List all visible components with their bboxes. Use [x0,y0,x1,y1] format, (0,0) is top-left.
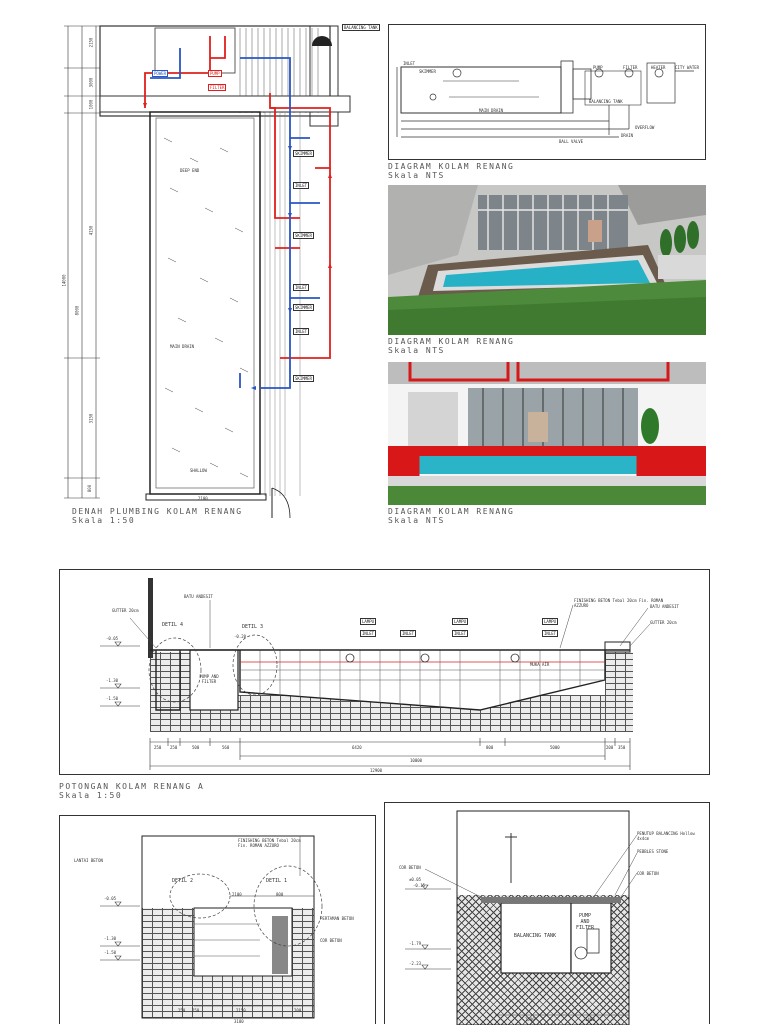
detail-3-label: DETIL 3 [242,624,264,630]
schematic-skimmer: SKIMMER [419,69,436,74]
schematic-filter: FILTER [623,65,638,70]
schematic-balancing: BALANCING TANK [589,99,623,104]
schematic-pump: PUMP [593,65,603,70]
pool-render-1 [388,185,706,335]
detail-right-tag-1: PENUTUP BALANCING Hollow 4x4cm [637,831,695,841]
level-1: -0.05 [106,636,119,641]
schematic-ball-valve: BALL VALVE [559,139,584,144]
level-3: -1.30 [106,678,119,683]
detail-right-frame [384,802,710,1024]
shallow-label: SHALLOW [190,468,207,473]
dim-left-2: 3000 [88,77,94,88]
section-lampu-3: LAMPU [544,619,557,624]
dim-left-5: 8000 [74,305,80,316]
skimmer-tag-3: SKIMMER [295,305,312,310]
main-drain-label: MAIN DRAIN [170,344,195,349]
detail-left-dim-top1: 2100 [232,892,242,897]
section-caption-scale: Skala 1:50 [59,791,123,800]
dim-left-4: 4150 [88,225,94,236]
sec-dim-5: 6420 [352,745,362,750]
inlet-tag-3: INLET [295,329,308,334]
detail-4-label: DETIL 4 [162,622,184,628]
section-inlet-2: INLET [402,631,415,636]
sec-dim-9: 350 [618,745,626,750]
detail-left-dim-top2: 800 [276,892,284,897]
deep-end-label: DEEP END [180,168,200,173]
balancing-tank-label: BALANCING TANK [513,933,557,939]
inlet-tag-1: INLET [295,183,308,188]
skimmer-tag-1: SKIMMER [295,151,312,156]
plan-drawing [60,18,378,528]
detail-left-tag-2: COR BETON [320,938,342,943]
level-2: -0.20 [234,634,247,639]
sec-dim-3: 500 [192,745,200,750]
batu-left-label: BATU ANDESIT [184,594,213,599]
section-inlet-1: INLET [362,631,375,636]
detail-left-frame [59,815,376,1024]
detail-left-level-3: -1.50 [104,950,117,955]
power-tag: POWER [154,71,167,76]
section-inlet-3: INLET [454,631,467,636]
detail-right-left-tag: COR BETON [399,865,421,870]
detail-right-level-3: -1.79 [409,941,422,946]
detail-right-tag-3: COR BETON [637,871,659,876]
schematic-main-drain: MAIN DRAIN [479,108,504,113]
render1-caption-scale: Skala NTS [388,346,445,355]
detail-left-dim-4: 200 [294,1008,302,1013]
detail-left-dim-total: 3180 [234,1019,244,1024]
balancing-tank-tag: BALANCING TANK [344,25,378,30]
schematic-heater: HEATER [651,65,666,70]
finish-label: FINISHING BETON Tebal 20cm Fin. ROMAN AZZURO [574,598,664,608]
section-frame [59,569,710,775]
plan-caption-scale: Skala 1:50 [72,516,136,525]
plan-svg [60,18,370,528]
sec-dim-1: 250 [154,745,162,750]
skimmer-tag-2: SKIMMER [295,233,312,238]
render1-svg [388,185,706,335]
dim-left-6: 14000 [61,274,67,287]
pump-filter-label: PUMP AND FILTER [199,674,219,684]
sec-dim-6: 800 [486,745,494,750]
skimmer-tag-4: SKIMMER [295,376,312,381]
detail-right-level-2: -0.15 [413,883,426,888]
pool-floor-texture [164,138,248,477]
detail-right-dim-2: 1400 [585,1017,595,1022]
dim-left-1: 2150 [88,37,94,48]
section-caption-title: POTONGAN KOLAM RENANG A [59,782,205,791]
gutter-left-label: GUTTER 20cm [112,608,139,613]
render2-svg [388,362,706,505]
schematic-overflow: OVERFLOW [635,125,655,130]
sec-dim-total2: 12900 [370,768,383,773]
render1-caption-title: DIAGRAM KOLAM RENANG [388,337,515,346]
section-inlet-4: INLET [544,631,557,636]
detail-left-dim-2: 250 [192,1008,200,1013]
detail-left-level-2: -1.30 [104,936,117,941]
inlet-tag-2: INLET [295,285,308,290]
detail-left-dim-1: 250 [178,1008,186,1013]
level-4: -1.50 [106,696,119,701]
detail-right-pump-label: PUMP AND FILTER [575,913,595,931]
detail-left-dim-3: 2150 [236,1008,246,1013]
sec-dim-7: 5000 [550,745,560,750]
render2-caption-title: DIAGRAM KOLAM RENANG [388,507,515,516]
water-level-tag: MUKA AIR [530,662,550,667]
batu-right-label: BATU ANDESIT [650,604,679,609]
detail-right-dim-1: 1500 [525,1017,535,1022]
schematic-inlet: INLET [403,61,416,66]
schematic-city-water: CITY WATER [675,65,700,70]
detail-1-label: DETIL 1 [266,878,288,884]
detail-right-level-4: -2.23 [409,961,422,966]
detail-left-level-1: -0.05 [104,896,117,901]
dim-left-8: 800 [87,484,93,493]
pool-schematic-frame [388,24,706,160]
sec-dim-total1: 10000 [410,758,423,763]
sec-dim-8: 200 [606,745,614,750]
gutter-right-label: GUTTER 20cm [650,620,677,625]
diagram1-caption-scale: Skala NTS [388,171,445,180]
pump-tag: PUMP [210,71,220,76]
pool-schematic-svg [389,25,705,159]
diagram1-caption-title: DIAGRAM KOLAM RENANG [388,162,515,171]
render2-caption-scale: Skala NTS [388,516,445,525]
sec-dim-4: 560 [222,745,230,750]
detail-right-tag-2: PEBBLES STONE [637,849,669,854]
dim-left-3: 1000 [88,99,94,110]
section-lampu-2: LAMPU [454,619,467,624]
dim-left-7: 3150 [88,413,94,424]
detail-left-tag-1: PERTAMAN BETON [320,916,354,921]
detail-left-lantai: LANTAI BETON [74,858,103,863]
sec-dim-2: 250 [170,745,178,750]
schematic-drain: DRAIN [621,133,634,138]
dim-bottom: 2100 [198,496,208,501]
pool-render-2 [388,362,706,505]
plan-caption-title: DENAH PLUMBING KOLAM RENANG [72,507,243,516]
detail-left-finish: FINISHING BETON Tebal 20cm Fin. ROMAN AZZURO [238,838,301,848]
filter-tag: FILTER [210,85,225,90]
detail-2-label: DETIL 2 [172,878,194,884]
detail-right-level-1: ±0.05 [409,877,422,882]
section-lampu-1: LAMPU [362,619,375,624]
